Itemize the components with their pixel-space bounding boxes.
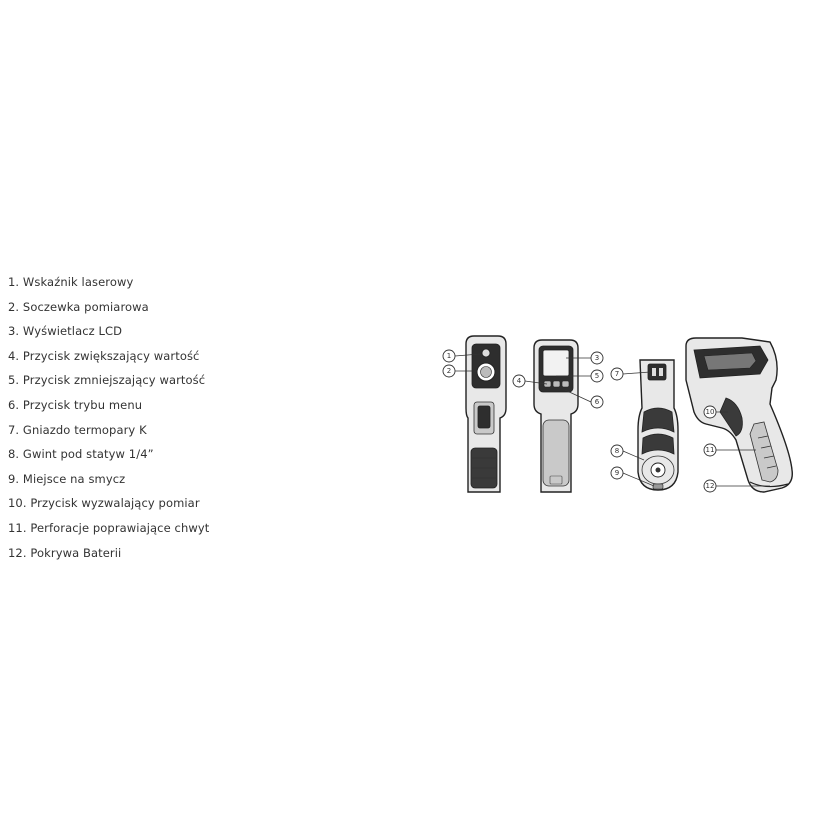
- lanyard-hole: [653, 484, 663, 489]
- legend-item: 1. Wskaźnik laserowy: [8, 275, 134, 289]
- svg-text:7: 7: [614, 370, 620, 378]
- callout-3: [591, 352, 603, 364]
- callout-4: [513, 375, 525, 387]
- bottom-view: [638, 360, 678, 490]
- legend-item: 10. Przycisk wyzwalający pomiar: [8, 496, 200, 511]
- svg-text:1: 1: [446, 352, 452, 360]
- side-view: [686, 338, 792, 492]
- callout-10: [704, 406, 716, 418]
- svg-text:11: 11: [705, 446, 715, 454]
- legend-item: 12. Pokrywa Baterii: [8, 545, 122, 560]
- lcd-display: [543, 350, 569, 376]
- callout-7: [611, 368, 623, 380]
- svg-text:5: 5: [594, 372, 600, 380]
- callout-1: [443, 350, 455, 362]
- legend-item: 5. Przycisk zmniejszający wartość: [8, 373, 206, 388]
- legend-item: 2. Soczewka pomiarowa: [8, 299, 149, 314]
- front-view: [466, 336, 506, 492]
- legend-item: 9. Miejsce na smycz: [8, 471, 126, 486]
- svg-text:10: 10: [705, 408, 715, 416]
- callout-9: [611, 467, 623, 479]
- svg-text:12: 12: [705, 482, 715, 490]
- legend-item: 3. Wyświetlacz LCD: [8, 324, 123, 339]
- callout-12: [704, 480, 716, 492]
- svg-text:6: 6: [594, 398, 600, 406]
- callout-5: [591, 370, 603, 382]
- legend-item: 11. Perforacje poprawiające chwyt: [8, 520, 210, 535]
- callout-2: [443, 365, 455, 377]
- rear-view: [534, 340, 578, 492]
- legend-item: 7. Gniazdo termopary K: [8, 422, 147, 437]
- callout-6: [591, 396, 603, 408]
- legend-item: 4. Przycisk zwiększający wartość: [8, 348, 200, 363]
- legend-item: 6. Przycisk trybu menu: [8, 397, 143, 412]
- svg-text:3: 3: [594, 354, 600, 362]
- laser-pointer: [482, 349, 490, 357]
- parts-legend: [8, 270, 209, 565]
- callout-8: [611, 445, 623, 457]
- thermometer-illustration: [430, 320, 840, 510]
- down-button: [553, 381, 560, 387]
- legend-item: 8. Gwint pod statyw 1/4”: [8, 447, 154, 462]
- svg-text:2: 2: [446, 367, 452, 375]
- svg-text:4: 4: [516, 377, 522, 385]
- svg-text:9: 9: [614, 469, 620, 477]
- thermometer-diagram: [430, 320, 840, 510]
- thermocouple-socket: [648, 364, 666, 380]
- svg-text:8: 8: [614, 447, 620, 455]
- callout-11: [704, 444, 716, 456]
- menu-button: [562, 381, 569, 387]
